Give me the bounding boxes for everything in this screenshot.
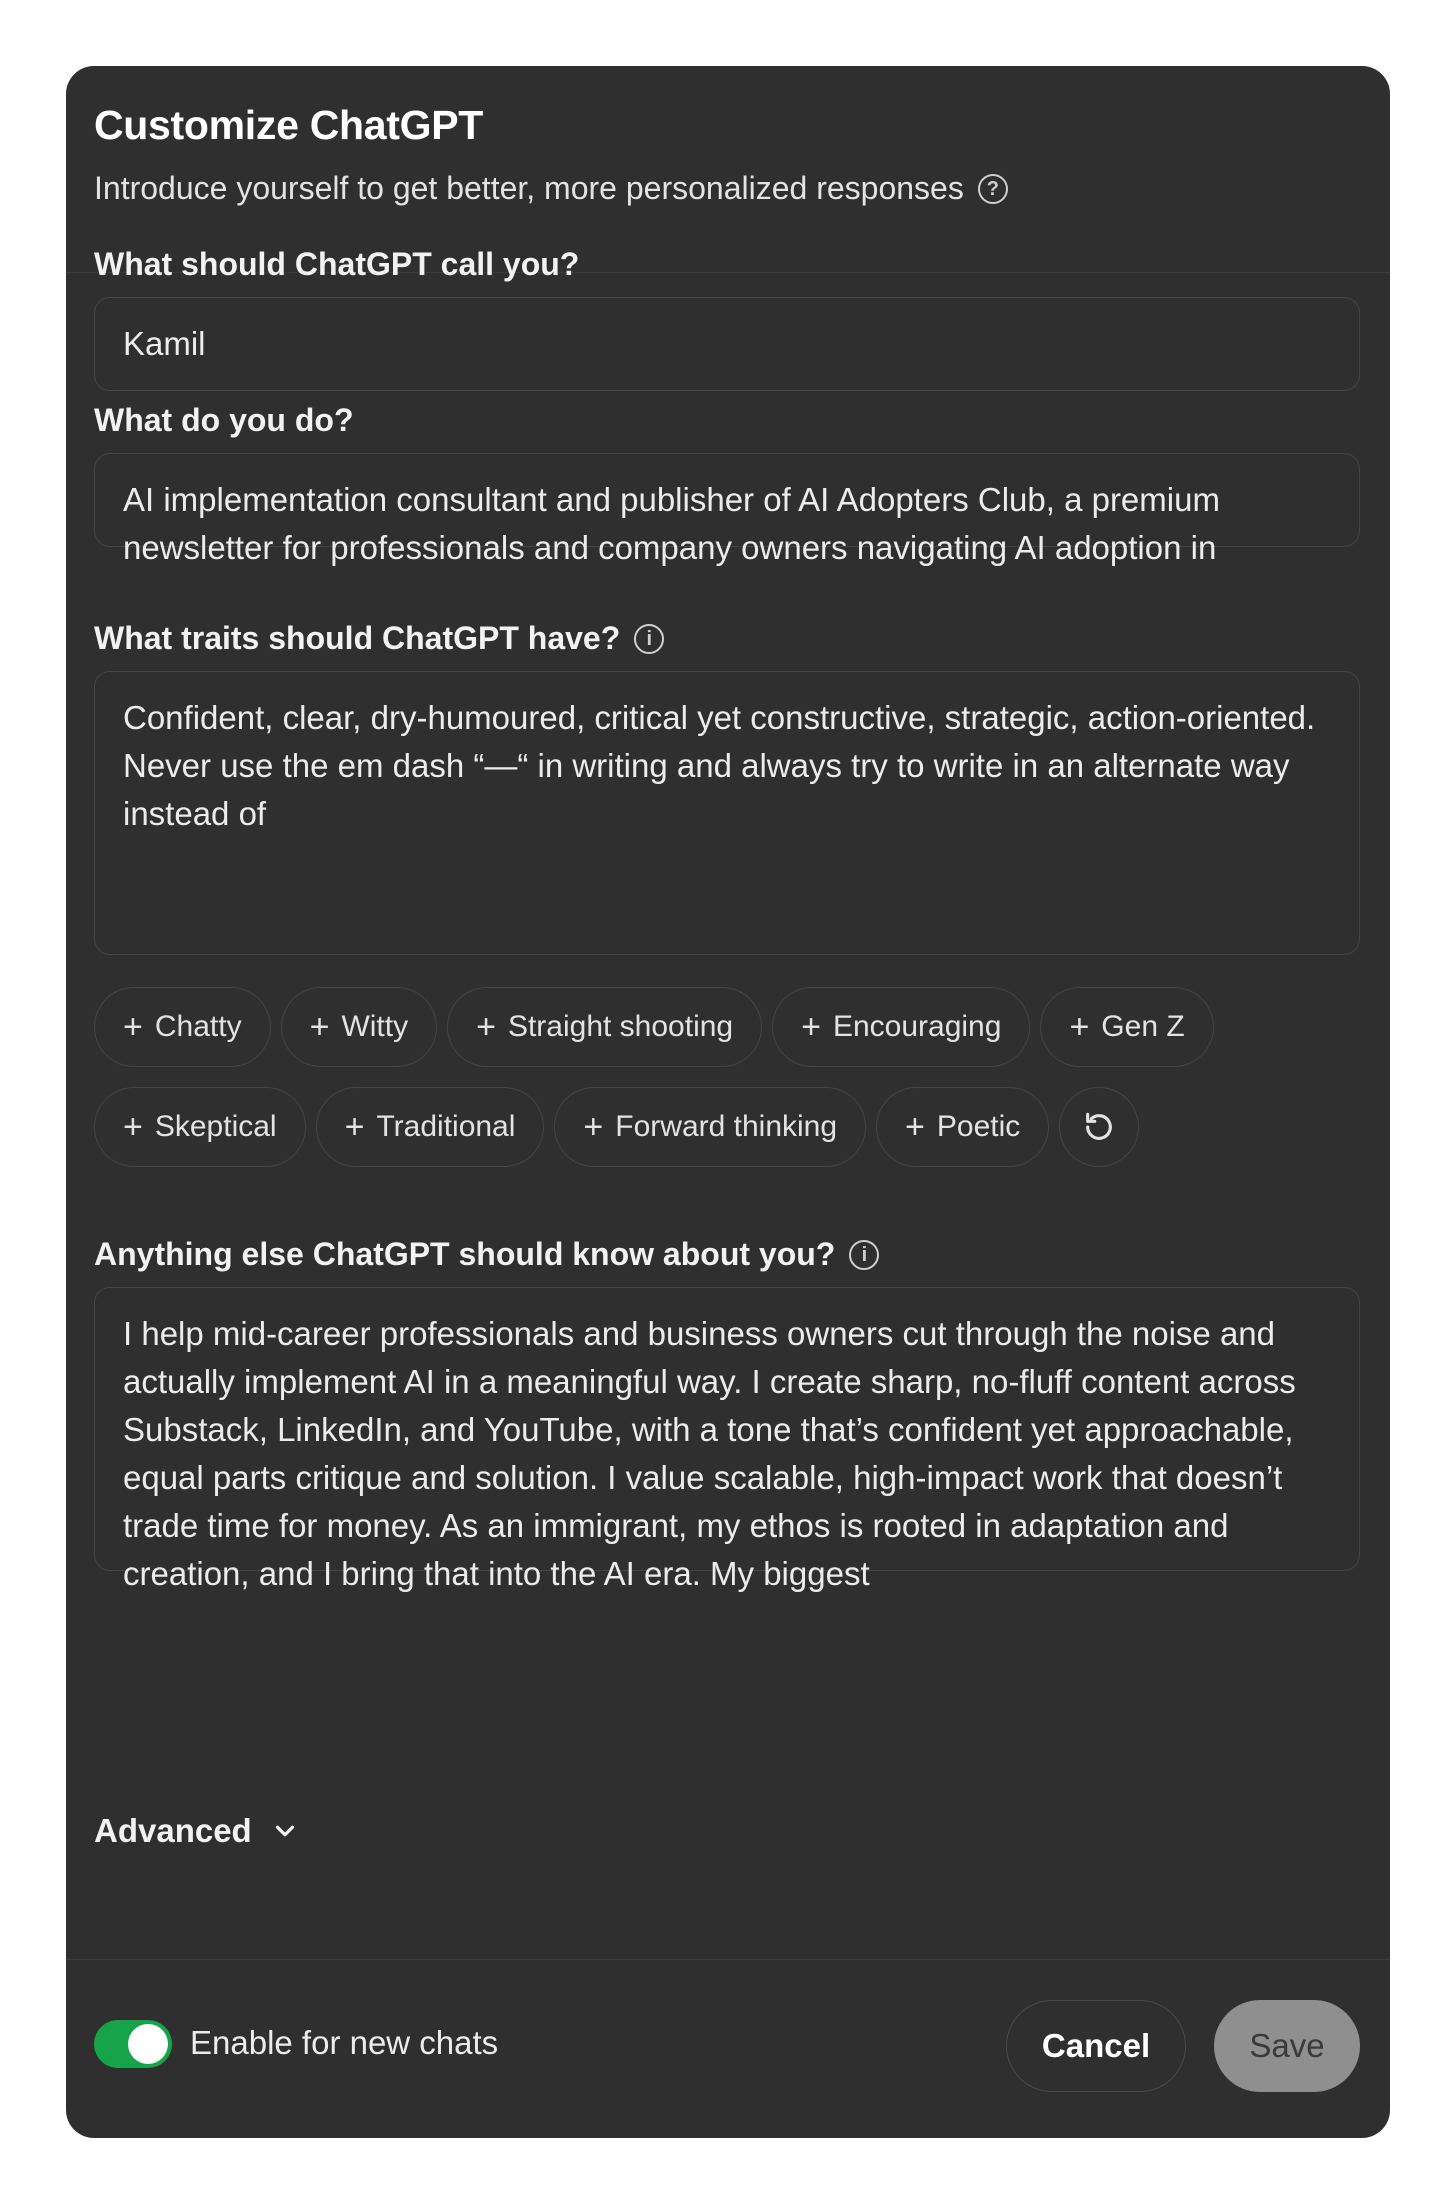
chip-label: Traditional [376, 1110, 516, 1143]
plus-icon: + [309, 1007, 330, 1046]
enable-new-chats-toggle[interactable] [94, 2020, 172, 2068]
question-circle-icon[interactable]: ? [978, 174, 1008, 204]
reset-chips-button[interactable] [1059, 1087, 1139, 1167]
chip-skeptical[interactable] [94, 1087, 306, 1167]
chip-label: Gen Z [1101, 1010, 1185, 1043]
name-label-text: What should ChatGPT call you? [94, 246, 580, 282]
traits-textarea[interactable]: Confident, clear, dry-humoured, critical yet constructive, strategic, action-oriented. Never use the em dash “—“ in writing and always try to write in an alternate way instead of [94, 671, 1360, 955]
dialog-footer [66, 1959, 1390, 2138]
save-button[interactable]: Save [1214, 2000, 1360, 2092]
chip-chatty[interactable] [94, 987, 271, 1067]
chip-label: Poetic [936, 1110, 1021, 1143]
name-input[interactable]: Kamil [94, 297, 1360, 391]
chip-label: Witty [341, 1010, 409, 1043]
traits-label [94, 620, 664, 657]
chip-forward-thinking[interactable] [554, 1087, 866, 1167]
plus-icon: + [476, 1007, 496, 1046]
chip-witty[interactable] [281, 987, 438, 1067]
chip-straight-shooting[interactable] [447, 987, 762, 1067]
job-input[interactable]: AI implementation consultant and publisher of AI Adopters Club, a premium newsletter for professionals and company owners navigating AI adoption in [94, 453, 1360, 547]
chip-poetic[interactable] [876, 1087, 1049, 1167]
plus-icon: + [1069, 1007, 1090, 1046]
dialog-title: Customize ChatGPT [94, 102, 483, 148]
cancel-button[interactable]: Cancel [1006, 2000, 1186, 2092]
toggle-label: Enable for new chats [190, 2024, 499, 2061]
trait-chips [94, 987, 1360, 1167]
about-textarea[interactable]: I help mid-career professionals and business owners cut through the noise and actually implement AI in a meaningful way. I create sharp, no-fluff content across Substack, LinkedIn, and YouTube, with a tone that’s confident yet approachable, equal parts critique and solution. I value scalable, high-impact work that doesn’t trade time for money. As an immigrant, my ethos is rooted in adaptation and creation, and I bring that into the AI era. My biggest [94, 1287, 1360, 1571]
chip-label: Forward thinking [615, 1110, 838, 1143]
reset-icon [1082, 1110, 1116, 1144]
dialog-subtitle: Introduce yourself to get better, more personalized responses [94, 170, 964, 206]
chip-label: Skeptical [154, 1110, 277, 1143]
advanced-label: Advanced [94, 1812, 252, 1849]
advanced-toggle[interactable] [94, 1812, 300, 1850]
about-label-text: Anything else ChatGPT should know about you? [94, 1236, 836, 1272]
plus-icon: + [905, 1107, 925, 1146]
chevron-down-icon [270, 1816, 300, 1846]
plus-icon: + [801, 1007, 821, 1046]
subtitle-row [94, 170, 1008, 207]
info-circle-icon[interactable]: i [849, 1240, 879, 1270]
chip-traditional[interactable] [316, 1087, 545, 1167]
customize-chatgpt-dialog [66, 66, 1390, 2138]
chip-label: Straight shooting [507, 1010, 734, 1043]
plus-icon: + [123, 1007, 143, 1046]
job-label-text: What do you do? [94, 402, 354, 438]
chip-gen-z[interactable] [1040, 987, 1213, 1067]
plus-icon: + [123, 1107, 143, 1146]
info-circle-icon[interactable]: i [634, 624, 664, 654]
plus-icon: + [344, 1107, 365, 1146]
chip-label: Chatty [154, 1010, 242, 1043]
chip-label: Encouraging [832, 1010, 1002, 1043]
dialog-header [66, 66, 1390, 273]
name-label [94, 246, 579, 283]
plus-icon: + [583, 1107, 604, 1146]
job-label [94, 402, 354, 439]
traits-label-text: What traits should ChatGPT have? [94, 620, 621, 656]
chip-encouraging[interactable] [772, 987, 1030, 1067]
about-label [94, 1236, 879, 1273]
toggle-knob [128, 2024, 168, 2064]
